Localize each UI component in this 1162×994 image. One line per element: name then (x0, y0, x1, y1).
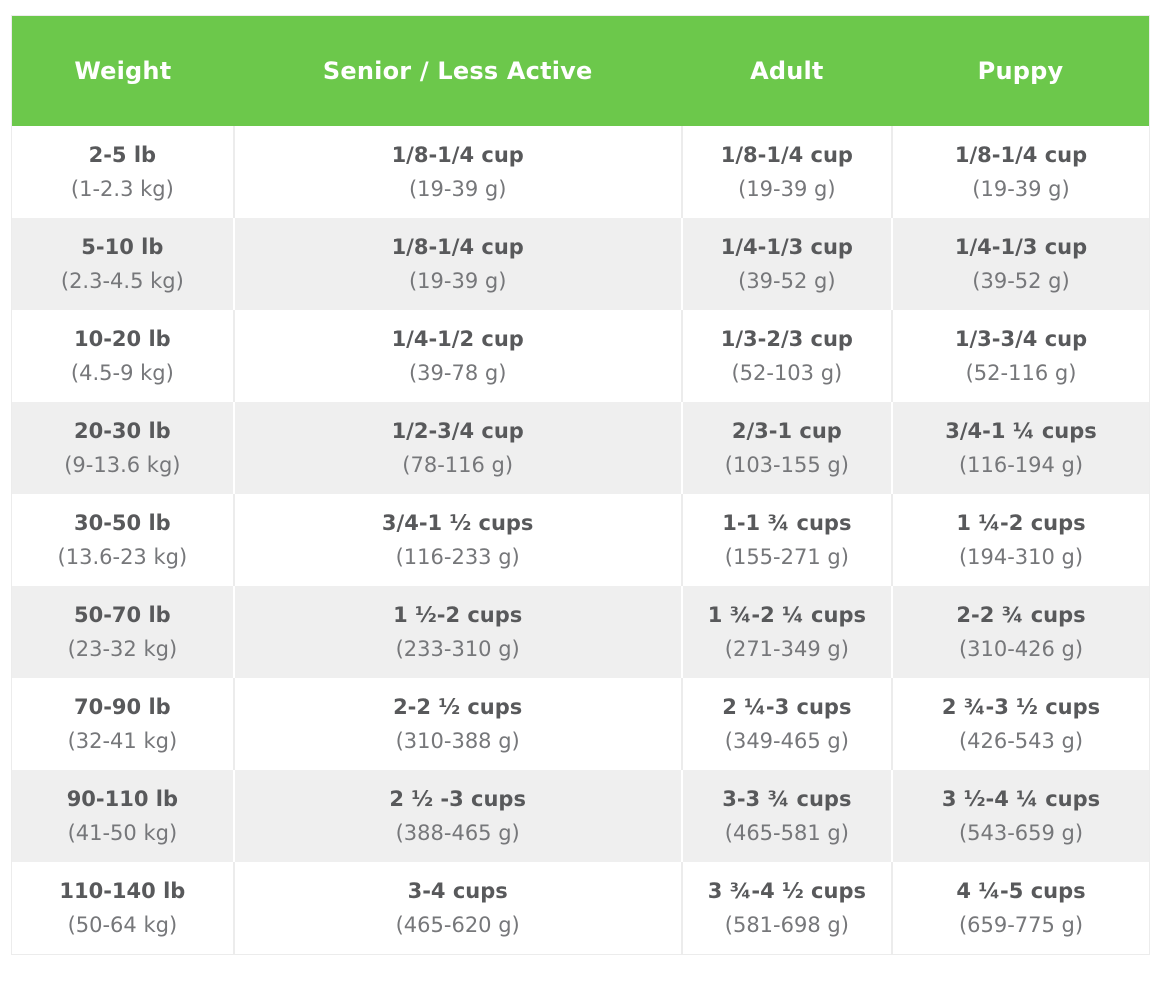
weight-range: 2-5 lb (88, 143, 157, 167)
cell-adult (682, 678, 892, 770)
adult-amount: 1/4-1/3 cup (720, 235, 853, 259)
cell-weight (12, 310, 234, 402)
senior-amount-grams: (19-39 g) (408, 177, 507, 201)
cell-weight (12, 678, 234, 770)
cell-senior (234, 678, 682, 770)
senior-amount: 3-4 cups (407, 879, 508, 903)
cell-weight (12, 862, 234, 954)
adult-amount-grams: (19-39 g) (738, 177, 836, 201)
cell-weight (12, 126, 234, 218)
puppy-amount-grams: (543-659 g) (958, 821, 1084, 845)
weight-range-metric: (2.3-4.5 kg) (60, 269, 184, 293)
cell-puppy (892, 494, 1149, 586)
weight-range-metric: (23-32 kg) (67, 637, 178, 661)
table-row (12, 770, 1149, 862)
cell-senior (234, 862, 682, 954)
weight-range-metric: (41-50 kg) (67, 821, 178, 845)
adult-amount-grams: (581-698 g) (724, 913, 849, 937)
cell-senior (234, 218, 682, 310)
cell-adult (682, 402, 892, 494)
weight-range-metric: (13.6-23 kg) (57, 545, 188, 569)
senior-amount: 1/2-3/4 cup (391, 419, 524, 443)
cell-puppy (892, 678, 1149, 770)
column-header-adult: Adult (682, 16, 892, 126)
header-row (12, 16, 1149, 126)
table-row (12, 862, 1149, 954)
adult-amount-grams: (103-155 g) (724, 453, 849, 477)
puppy-amount: 1/4-1/3 cup (954, 235, 1088, 259)
weight-range: 10-20 lb (73, 327, 171, 351)
adult-amount-grams: (271-349 g) (724, 637, 849, 661)
adult-amount-grams: (52-103 g) (731, 361, 843, 385)
adult-amount-grams: (349-465 g) (724, 729, 849, 753)
adult-amount: 3 ¾-4 ½ cups (707, 879, 866, 903)
puppy-amount: 2 ¾-3 ½ cups (941, 695, 1101, 719)
cell-senior (234, 126, 682, 218)
puppy-amount: 4 ¼-5 cups (956, 879, 1086, 903)
weight-range: 5-10 lb (81, 235, 164, 259)
weight-range-metric: (32-41 kg) (67, 729, 178, 753)
table-row (12, 310, 1149, 402)
puppy-amount: 1/8-1/4 cup (954, 143, 1088, 167)
puppy-amount-grams: (426-543 g) (958, 729, 1084, 753)
cell-senior (234, 586, 682, 678)
column-header-senior: Senior / Less Active (234, 16, 682, 126)
puppy-amount: 3/4-1 ¼ cups (945, 419, 1097, 443)
weight-range: 20-30 lb (73, 419, 171, 443)
puppy-amount-grams: (116-194 g) (958, 453, 1084, 477)
senior-amount: 1/4-1/2 cup (391, 327, 524, 351)
cell-adult (682, 494, 892, 586)
senior-amount-grams: (78-116 g) (402, 453, 514, 477)
adult-amount-grams: (39-52 g) (738, 269, 836, 293)
adult-amount-grams: (465-581 g) (724, 821, 849, 845)
cell-adult (682, 126, 892, 218)
adult-amount: 1/3-2/3 cup (720, 327, 853, 351)
cell-senior (234, 310, 682, 402)
cell-puppy (892, 586, 1149, 678)
weight-range: 90-110 lb (66, 787, 179, 811)
cell-puppy (892, 770, 1149, 862)
adult-amount: 2 ¼-3 cups (722, 695, 852, 719)
cell-puppy (892, 402, 1149, 494)
table-row (12, 586, 1149, 678)
cell-puppy (892, 126, 1149, 218)
cell-adult (682, 310, 892, 402)
senior-amount: 2 ½ -3 cups (389, 787, 526, 811)
puppy-amount-grams: (39-52 g) (972, 269, 1070, 293)
feeding-guide-table-container (11, 15, 1150, 955)
cell-weight (12, 586, 234, 678)
cell-adult (682, 770, 892, 862)
senior-amount-grams: (39-78 g) (408, 361, 507, 385)
puppy-amount-grams: (19-39 g) (972, 177, 1070, 201)
cell-senior (234, 402, 682, 494)
cell-weight (12, 402, 234, 494)
puppy-amount: 1 ¼-2 cups (956, 511, 1086, 535)
cell-weight (12, 770, 234, 862)
senior-amount: 2-2 ½ cups (393, 695, 523, 719)
senior-amount: 3/4-1 ½ cups (381, 511, 534, 535)
cell-weight (12, 494, 234, 586)
cell-weight (12, 218, 234, 310)
cell-puppy (892, 218, 1149, 310)
senior-amount: 1/8-1/4 cup (391, 143, 524, 167)
table-row (12, 678, 1149, 770)
column-header-weight: Weight (12, 16, 234, 126)
puppy-amount-grams: (52-116 g) (965, 361, 1077, 385)
weight-range: 110-140 lb (59, 879, 186, 903)
cell-adult (682, 862, 892, 954)
column-header-puppy: Puppy (892, 16, 1149, 126)
adult-amount: 1/8-1/4 cup (720, 143, 853, 167)
adult-amount: 2/3-1 cup (731, 419, 842, 443)
cell-puppy (892, 310, 1149, 402)
puppy-amount-grams: (194-310 g) (958, 545, 1084, 569)
puppy-amount: 1/3-3/4 cup (954, 327, 1088, 351)
weight-range: 70-90 lb (73, 695, 171, 719)
cell-senior (234, 494, 682, 586)
feeding-guide-table (12, 16, 1149, 954)
puppy-amount: 3 ½-4 ¼ cups (941, 787, 1101, 811)
senior-amount-grams: (116-233 g) (395, 545, 520, 569)
adult-amount: 1 ¾-2 ¼ cups (707, 603, 866, 627)
senior-amount-grams: (465-620 g) (395, 913, 520, 937)
table-row (12, 402, 1149, 494)
adult-amount: 1-1 ¾ cups (722, 511, 852, 535)
senior-amount: 1 ½-2 cups (393, 603, 523, 627)
adult-amount: 3-3 ¾ cups (722, 787, 852, 811)
table-row (12, 126, 1149, 218)
weight-range-metric: (50-64 kg) (67, 913, 178, 937)
puppy-amount-grams: (310-426 g) (958, 637, 1084, 661)
weight-range-metric: (9-13.6 kg) (64, 453, 181, 477)
puppy-amount-grams: (659-775 g) (958, 913, 1084, 937)
senior-amount-grams: (388-465 g) (395, 821, 520, 845)
cell-senior (234, 770, 682, 862)
cell-adult (682, 218, 892, 310)
weight-range-metric: (1-2.3 kg) (70, 177, 174, 201)
table-row (12, 494, 1149, 586)
senior-amount-grams: (233-310 g) (395, 637, 520, 661)
senior-amount-grams: (19-39 g) (408, 269, 507, 293)
puppy-amount: 2-2 ¾ cups (956, 603, 1086, 627)
senior-amount: 1/8-1/4 cup (391, 235, 524, 259)
weight-range: 50-70 lb (73, 603, 171, 627)
senior-amount-grams: (310-388 g) (395, 729, 520, 753)
weight-range-metric: (4.5-9 kg) (70, 361, 174, 385)
cell-puppy (892, 862, 1149, 954)
weight-range: 30-50 lb (73, 511, 171, 535)
cell-adult (682, 586, 892, 678)
table-row (12, 218, 1149, 310)
adult-amount-grams: (155-271 g) (724, 545, 849, 569)
